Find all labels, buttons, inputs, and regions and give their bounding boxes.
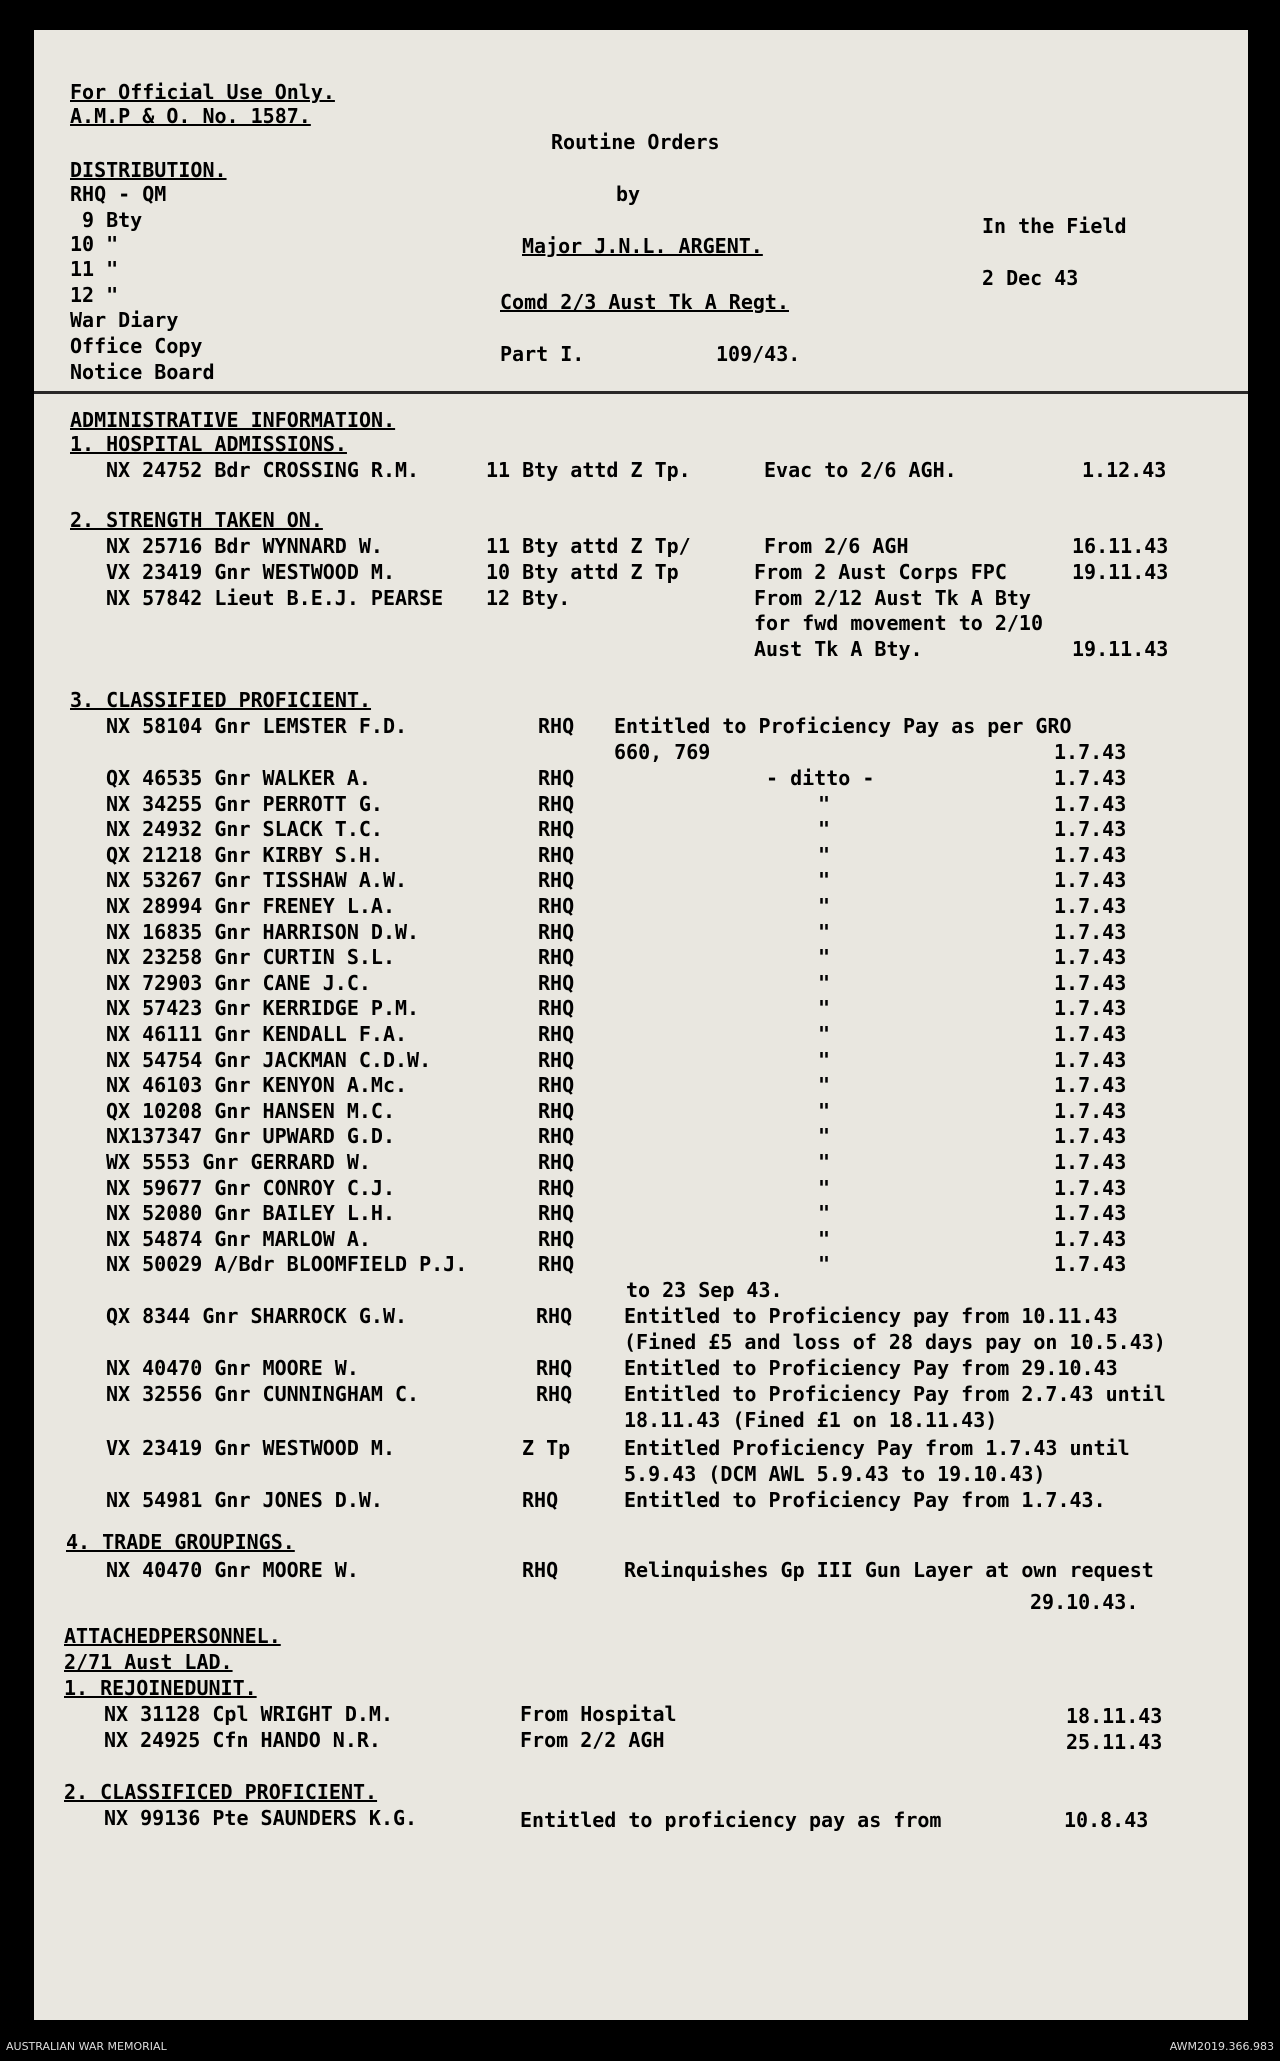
proficient-unit: RHQ xyxy=(538,766,575,790)
proficient-detail-cont: 660, 769 xyxy=(614,740,711,764)
proficient-date: 1.7.43 xyxy=(1054,945,1127,969)
proficient-date: 1.7.43 xyxy=(1054,971,1127,995)
ditto-mark: - ditto - xyxy=(766,766,875,790)
archive-reference: AWM2019.366.983 xyxy=(1169,2040,1274,2053)
hospital-detail: Evac to 2/6 AGH. xyxy=(764,458,957,482)
rejoined-detail: From 2/2 AGH xyxy=(520,1728,665,1752)
rejoined-date: 18.11.43 xyxy=(1066,1704,1163,1728)
special-detail: Entitled to Proficiency pay from 10.11.43 xyxy=(624,1304,1118,1328)
proficient-unit: RHQ xyxy=(538,714,575,738)
distribution-item: Office Copy xyxy=(70,334,203,358)
ditto-mark: " xyxy=(818,971,831,995)
strength-detail-cont: Aust Tk A Bty. xyxy=(754,637,923,661)
strength-date: 19.11.43 xyxy=(1072,560,1169,584)
ditto-mark: " xyxy=(818,920,831,944)
proficient-unit: RHQ xyxy=(538,1073,575,1097)
proficient-name: NX 28994 Gnr FRENEY L.A. xyxy=(106,894,395,918)
proficient-unit: RHQ xyxy=(538,1227,575,1251)
proficient-name: NX 46103 Gnr KENYON A.Mc. xyxy=(106,1073,408,1097)
distribution-item: 10 " xyxy=(70,232,119,256)
proficient-unit: RHQ xyxy=(538,1176,575,1200)
special-unit: RHQ xyxy=(536,1304,573,1328)
proficient-unit: RHQ xyxy=(538,1252,575,1276)
proficient-name: NX 58104 Gnr LEMSTER F.D. xyxy=(106,714,408,738)
ditto-mark: " xyxy=(818,868,831,892)
proficient-date: 1.7.43 xyxy=(1054,1252,1127,1276)
proficient-unit: RHQ xyxy=(538,1201,575,1225)
archive-credit: AUSTRALIAN WAR MEMORIAL xyxy=(6,2040,167,2053)
trade-heading: 4. TRADE GROUPINGS. xyxy=(66,1530,295,1554)
distribution-item: War Diary xyxy=(70,308,179,332)
attached-proficient-heading: 2. CLASSIFICED PROFICIENT. xyxy=(64,1780,378,1804)
proficient-date: 1.7.43 xyxy=(1054,1227,1127,1251)
attached-unit: 2/71 Aust LAD. xyxy=(64,1650,233,1674)
strength-date: 19.11.43 xyxy=(1072,637,1169,661)
proficient-date: 1.7.43 xyxy=(1054,868,1127,892)
official-use-line: For Official Use Only. xyxy=(70,80,335,104)
proficient-name: NX 54874 Gnr MARLOW A. xyxy=(106,1227,371,1251)
trade-detail: Relinquishes Gp III Gun Layer at own request xyxy=(624,1558,1154,1582)
proficient-name: NX 16835 Gnr HARRISON D.W. xyxy=(106,920,420,944)
amo-number: A.M.P & O. No. 1587. xyxy=(70,104,311,128)
proficient-name: NX 24932 Gnr SLACK T.C. xyxy=(106,817,383,841)
proficient-date: 1.7.43 xyxy=(1054,843,1127,867)
special-name: NX 40470 Gnr MOORE W. xyxy=(106,1356,359,1380)
document-title: Routine Orders xyxy=(551,130,720,154)
order-date: 2 Dec 43 xyxy=(982,266,1079,290)
proficient-name: NX137347 Gnr UPWARD G.D. xyxy=(106,1124,395,1148)
proficient-name: NX 57423 Gnr KERRIDGE P.M. xyxy=(106,996,420,1020)
special-unit: Z Tp xyxy=(522,1436,571,1460)
proficient-date: 1.7.43 xyxy=(1054,1150,1127,1174)
proficient-name: NX 34255 Gnr PERROTT G. xyxy=(106,792,383,816)
proficient-date: 1.7.43 xyxy=(1054,920,1127,944)
proficient-name: NX 72903 Gnr CANE J.C. xyxy=(106,971,371,995)
location: In the Field xyxy=(982,214,1127,238)
distribution-item: 11 " xyxy=(70,257,119,281)
ditto-mark: " xyxy=(818,1048,831,1072)
distribution-item: Notice Board xyxy=(70,360,215,384)
command-line: Comd 2/3 Aust Tk A Regt. xyxy=(500,290,789,314)
rejoined-name: NX 24925 Cfn HANDO N.R. xyxy=(104,1728,381,1752)
trade-date: 29.10.43. xyxy=(1030,1590,1139,1614)
proficient-name: NX 54754 Gnr JACKMAN C.D.W. xyxy=(106,1048,432,1072)
distribution-item: 12 " xyxy=(70,283,119,307)
proficient-unit: RHQ xyxy=(538,1150,575,1174)
strength-heading: 2. STRENGTH TAKEN ON. xyxy=(70,508,323,532)
officer-name: Major J.N.L. ARGENT. xyxy=(522,234,763,258)
ditto-mark: " xyxy=(818,1201,831,1225)
distribution-title: DISTRIBUTION. xyxy=(70,158,227,182)
proficient-date: 1.7.43 xyxy=(1054,817,1127,841)
hospital-unit: 11 Bty attd Z Tp. xyxy=(486,458,691,482)
ditto-mark: " xyxy=(818,1073,831,1097)
strength-detail: From 2/6 AGH xyxy=(764,534,909,558)
special-detail-cont: 18.11.43 (Fined £1 on 18.11.43) xyxy=(624,1408,998,1432)
attached-proficient-name: NX 99136 Pte SAUNDERS K.G. xyxy=(104,1806,418,1830)
special-unit: RHQ xyxy=(536,1382,573,1406)
special-name: QX 8344 Gnr SHARROCK G.W. xyxy=(106,1304,408,1328)
strength-name: NX 57842 Lieut B.E.J. PEARSE xyxy=(106,586,444,610)
special-name: NX 54981 Gnr JONES D.W. xyxy=(106,1488,383,1512)
by-line: by xyxy=(616,182,641,206)
proficient-name: NX 59677 Gnr CONROY C.J. xyxy=(106,1176,395,1200)
rejoined-heading: 1. REJOINEDUNIT. xyxy=(64,1676,257,1700)
strength-detail-cont: for fwd movement to 2/10 xyxy=(754,611,1043,635)
attached-proficient-detail: Entitled to proficiency pay as from xyxy=(520,1808,942,1832)
proficient-date: 1.7.43 xyxy=(1054,996,1127,1020)
ditto-mark: " xyxy=(818,894,831,918)
proficient-date: 1.7.43 xyxy=(1054,1124,1127,1148)
ditto-mark: " xyxy=(818,817,831,841)
special-name: VX 23419 Gnr WESTWOOD M. xyxy=(106,1436,395,1460)
strength-unit: 10 Bty attd Z Tp xyxy=(486,560,679,584)
proficient-unit: RHQ xyxy=(538,971,575,995)
ditto-mark: " xyxy=(818,1099,831,1123)
ditto-mark: " xyxy=(818,1022,831,1046)
proficient-heading: 3. CLASSIFIED PROFICIENT. xyxy=(70,688,372,712)
rejoined-detail: From Hospital xyxy=(520,1702,677,1726)
rejoined-date: 25.11.43 xyxy=(1066,1730,1163,1754)
proficient-date: 1.7.43 xyxy=(1054,1176,1127,1200)
ditto-mark: " xyxy=(818,945,831,969)
proficient-unit: RHQ xyxy=(538,894,575,918)
hospital-heading: 1. HOSPITAL ADMISSIONS. xyxy=(70,432,347,456)
ditto-mark: " xyxy=(818,843,831,867)
attached-proficient-date: 10.8.43 xyxy=(1064,1808,1149,1832)
special-detail-cont: 5.9.43 (DCM AWL 5.9.43 to 19.10.43) xyxy=(624,1462,1046,1486)
proficient-date: 1.7.43 xyxy=(1054,894,1127,918)
proficient-date: 1.7.43 xyxy=(1054,1073,1127,1097)
proficient-date: 1.7.43 xyxy=(1054,1048,1127,1072)
trade-unit: RHQ xyxy=(522,1558,559,1582)
proficient-date: 1.7.43 xyxy=(1054,1022,1127,1046)
proficient-unit: RHQ xyxy=(538,868,575,892)
proficient-name: QX 46535 Gnr WALKER A. xyxy=(106,766,371,790)
strength-detail: From 2/12 Aust Tk A Bty xyxy=(754,586,1031,610)
proficient-date: 1.7.43 xyxy=(1054,766,1127,790)
proficient-unit: RHQ xyxy=(538,920,575,944)
proficient-name: QX 10208 Gnr HANSEN M.C. xyxy=(106,1099,395,1123)
special-detail-cont: (Fined £5 and loss of 28 days pay on 10.5.43) xyxy=(624,1330,1166,1354)
special-name: NX 32556 Gnr CUNNINGHAM C. xyxy=(106,1382,420,1406)
special-detail: Entitled to Proficiency Pay from 1.7.43. xyxy=(624,1488,1106,1512)
proficient-unit: RHQ xyxy=(538,1048,575,1072)
ditto-mark: " xyxy=(818,1150,831,1174)
strength-detail: From 2 Aust Corps FPC xyxy=(754,560,1007,584)
proficient-unit: RHQ xyxy=(538,996,575,1020)
special-unit: RHQ xyxy=(536,1356,573,1380)
proficient-date: 1.7.43 xyxy=(1054,1201,1127,1225)
distribution-item: 9 Bty xyxy=(82,208,143,232)
proficient-date: 1.7.43 xyxy=(1054,792,1127,816)
ditto-mark: " xyxy=(818,792,831,816)
proficient-name: NX 52080 Gnr BAILEY L.H. xyxy=(106,1201,395,1225)
hospital-name: NX 24752 Bdr CROSSING R.M. xyxy=(106,458,420,482)
bloomfield-cont: to 23 Sep 43. xyxy=(626,1278,783,1302)
attached-title: ATTACHEDPERSONNEL. xyxy=(64,1624,281,1648)
part-label: Part I. xyxy=(500,342,585,366)
proficient-unit: RHQ xyxy=(538,1022,575,1046)
rejoined-name: NX 31128 Cpl WRIGHT D.M. xyxy=(104,1702,393,1726)
strength-unit: 12 Bty. xyxy=(486,586,571,610)
proficient-unit: RHQ xyxy=(538,945,575,969)
strength-date: 16.11.43 xyxy=(1072,534,1169,558)
proficient-unit: RHQ xyxy=(538,1124,575,1148)
proficient-unit: RHQ xyxy=(538,843,575,867)
special-unit: RHQ xyxy=(522,1488,559,1512)
special-detail: Entitled to Proficiency Pay from 29.10.43 xyxy=(624,1356,1118,1380)
ditto-mark: " xyxy=(818,1227,831,1251)
strength-name: VX 23419 Gnr WESTWOOD M. xyxy=(106,560,395,584)
hospital-date: 1.12.43 xyxy=(1082,458,1167,482)
header-divider xyxy=(34,391,1248,394)
proficient-name: WX 5553 Gnr GERRARD W. xyxy=(106,1150,371,1174)
proficient-date: 1.7.43 xyxy=(1054,740,1127,764)
proficient-detail: Entitled to Proficiency Pay as per GRO xyxy=(614,714,1072,738)
special-detail: Entitled Proficiency Pay from 1.7.43 until xyxy=(624,1436,1130,1460)
proficient-name: QX 21218 Gnr KIRBY S.H. xyxy=(106,843,383,867)
proficient-name: NX 23258 Gnr CURTIN S.L. xyxy=(106,945,395,969)
proficient-unit: RHQ xyxy=(538,1099,575,1123)
order-number: 109/43. xyxy=(716,342,801,366)
distribution-item: RHQ - QM xyxy=(70,182,167,206)
strength-unit: 11 Bty attd Z Tp/ xyxy=(486,534,691,558)
special-detail: Entitled to Proficiency Pay from 2.7.43 until xyxy=(624,1382,1166,1406)
proficient-date: 1.7.43 xyxy=(1054,1099,1127,1123)
ditto-mark: " xyxy=(818,1124,831,1148)
ditto-mark: " xyxy=(818,1252,831,1276)
proficient-unit: RHQ xyxy=(538,817,575,841)
ditto-mark: " xyxy=(818,996,831,1020)
proficient-name: NX 53267 Gnr TISSHAW A.W. xyxy=(106,868,408,892)
ditto-mark: " xyxy=(818,1176,831,1200)
proficient-unit: RHQ xyxy=(538,792,575,816)
strength-name: NX 25716 Bdr WYNNARD W. xyxy=(106,534,383,558)
proficient-name: NX 50029 A/Bdr BLOOMFIELD P.J. xyxy=(106,1252,468,1276)
trade-name: NX 40470 Gnr MOORE W. xyxy=(106,1558,359,1582)
admin-section-title: ADMINISTRATIVE INFORMATION. xyxy=(70,408,396,432)
proficient-name: NX 46111 Gnr KENDALL F.A. xyxy=(106,1022,408,1046)
